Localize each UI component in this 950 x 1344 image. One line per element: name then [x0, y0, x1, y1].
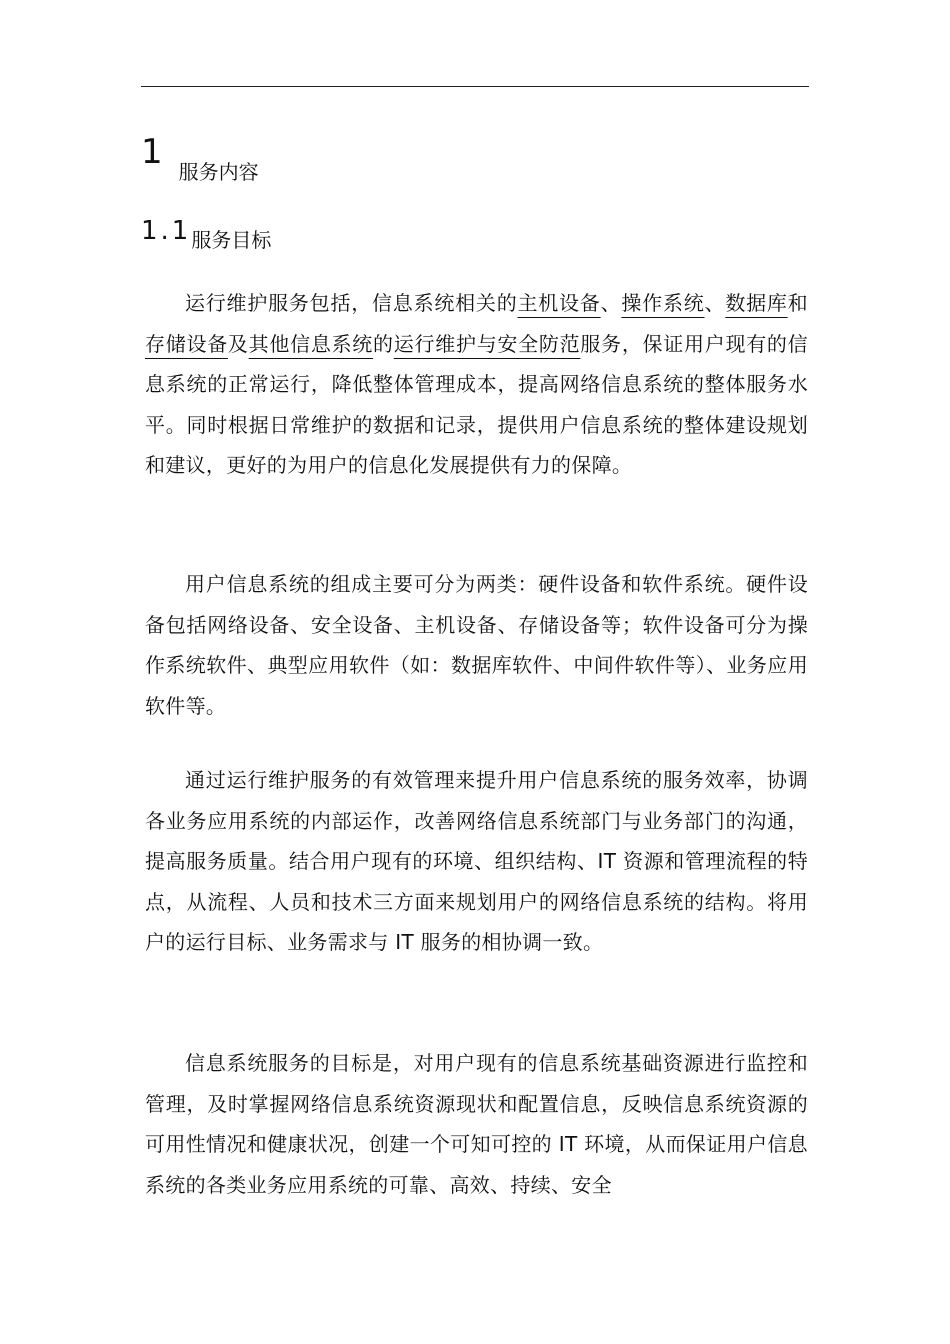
paragraph-service-efficiency: 通过运行维护服务的有效管理来提升用户信息系统的服务效率，协调各业务应用系统的内部运作，改善网络信息系统部门与业务部门的沟通，提高服务质量。结合用户现有的环境、组织结构、IT 资源和管理流程的特点，从流程、人员和技术三方面来规划用户的网络信息系统的结构。将用户的运行目标、业务需求与 IT 服务的相协调一致。	[145, 768, 808, 954]
section-heading	[141, 132, 259, 185]
underlined-term: 操作系统	[621, 291, 705, 315]
text-run: 的	[373, 331, 394, 356]
subsection-heading	[141, 216, 271, 253]
text-run: 运行维护服务包括，信息系统相关的	[185, 291, 518, 315]
section-number: 1	[141, 132, 163, 172]
header-rule	[141, 86, 809, 87]
paragraph-service-goal: 信息系统服务的目标是，对用户现有的信息系统基础资源进行监控和管理，及时掌握网络信息系统资源现状和配置信息，反映信息系统资源的可用性情况和健康状况，创建一个可知可控的 IT 环境，从而保证用户信息系统的各类业务应用系统的可靠、高效、持续、安全	[145, 1051, 808, 1197]
text-run: 服务，保证用户现有的信息系统的正常运行，降低整体管理成本，提高网络信息系统的整体服务水平。同时根据日常维护的数据和记录，提供用户信息系统的整体建设规划和建议，更好的为用户的信息化发展提供有力的保障。	[145, 331, 808, 477]
subsection-number: 1.1	[141, 216, 192, 246]
underlined-term: 数据库	[725, 291, 788, 315]
paragraph-service-scope	[145, 283, 808, 486]
underlined-term: 运行维护与安全防范	[393, 331, 581, 356]
paragraph-system-composition: 用户信息系统的组成主要可分为两类：硬件设备和软件系统。硬件设备包括网络设备、安全设备、主机设备、存储设备等；软件设备可分为操作系统软件、典型应用软件（如：数据库软件、中间件软件等）、业务应用软件等。	[145, 572, 808, 718]
text-run: 、	[704, 291, 726, 315]
text-run: 、	[600, 291, 622, 315]
underlined-term: 存储设备	[145, 331, 228, 356]
text-run: 及	[227, 331, 249, 356]
underlined-term: 主机设备	[517, 291, 601, 315]
subsection-title: 服务目标	[191, 228, 272, 252]
section-title: 服务内容	[178, 160, 259, 184]
underlined-term: 其他信息系统	[248, 331, 374, 356]
text-run: 和	[787, 291, 808, 315]
